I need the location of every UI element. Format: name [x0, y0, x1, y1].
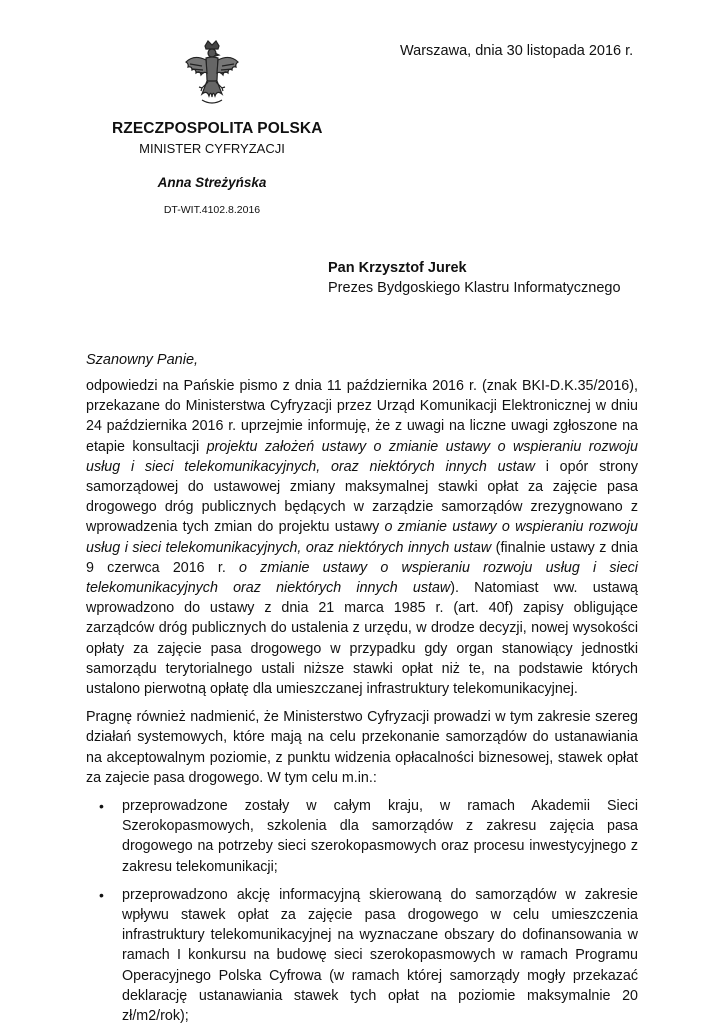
paragraph-1-italic-1: projektu założeń ustawy o zmianie ustawy o wspieraniu rozwoju usług i sieci telekomunikacyjnych, oraz niektórych innych ustaw	[86, 438, 639, 475]
bullet-icon: •	[99, 798, 104, 815]
paragraph-1-text-1: odpowiedzi na Pańskie pismo z dnia 11 października 2016 r. (znak BKI-D.K.35/2016), przekazane do Ministerstwa Cyfryzacji przez Urząd Komunikacji Elektronicznej w dniu 24 października 2016 r. uprzejmie informuję, że z uwagi na liczne uwagi zgłoszone na etapie konsultacji	[86, 378, 638, 455]
paragraph-1-text-4: ). Natomiast ww. ustawą wprowadzono do ustawy z dnia 21 marca 1985 r. (art. 40f) zapisy obligujące zarządców dróg publicznych do ustalenia z urzędu, w drodze decyzji, nowej wysokości opłaty za zajęcie pasa drogowego w przypadku gdy organ stanowiący jednostki samorządu terytorialnego ustali niższe stawki opłat niż te, na podstawie których ustalono pierwotną opłatę dla umieszczanej infrastruktury telekomunikacyjnej.	[86, 580, 638, 698]
bullet-list	[86, 796, 638, 1026]
list-item	[86, 796, 638, 877]
paragraph-1-text-2: i opór strony samorządowej do ustawowej zmiany maksymalnej stawki opłat za zajęcie pasa drogowego dróg publicznych będących w zarządzie samorządów zrezygnowano z wprowadzenia tych zmian do projektu ustawy	[86, 458, 638, 536]
bullet-icon: •	[99, 886, 104, 903]
office-name: MINISTER CYFRYZACJI	[139, 141, 285, 156]
list-item-text: przeprowadzone zostały w całym kraju, w ramach Akademii Sieci Szerokopasmowych, szkolenia dla samorządów z zakresu zajęcia pasa drogowego na potrzeby sieci szerokopasmowych oraz procesu inwestycyjnego z zakresu telekomunikacji;	[122, 798, 638, 875]
letter-date: Warszawa, dnia 30 listopada 2016 r.	[400, 43, 634, 59]
letterhead	[112, 120, 323, 156]
country-name: RZECZPOSPOLITA POLSKA	[112, 120, 323, 137]
salutation: Szanowny Panie,	[86, 352, 199, 368]
addressee-block	[328, 258, 668, 298]
letter-body	[86, 376, 638, 1034]
list-item-text: przeprowadzono akcję informacyjną skierowaną do samorządów w zakresie wpływu stawek opłat za zajęcie pasa drogowego w celu umieszczenia infrastruktury telekomunikacyjnej na wyznaczane obszary do dofinansowania w ramach I konkursu na budowę sieci szerokopasmowych w ramach Programu Operacyjnego Polska Cyfrowa (w ramach której samorządy mogły przekazać deklarację ustanawiania stawek tych opłat na poziomie maksymalnie 20 zł/m2/rok);	[122, 886, 638, 1025]
minister-name: Anna Streżyńska	[157, 175, 267, 190]
paragraph-1-italic-2: o zmianie ustawy o wspieraniu rozwoju usług i sieci telekomunikacyjnych, oraz niektórych innych ustaw	[86, 519, 638, 556]
paragraph-1-text-3: (finalnie ustawy z dnia 9 czerwca 2016 r.	[86, 539, 638, 576]
addressee-title: Prezes Bydgoskiego Klastru Informatycznego	[328, 280, 621, 296]
paragraph-1-italic-3: o zmianie ustawy o wspieraniu rozwoju usług i sieci telekomunikacyjnych oraz niektórych innych ustaw	[86, 559, 638, 597]
paragraph-1	[86, 376, 638, 699]
reference-number: DT-WIT.4102.8.2016	[163, 204, 261, 216]
polish-eagle-emblem-icon	[180, 40, 244, 110]
list-item	[86, 885, 638, 1026]
paragraph-2: Pragnę również nadmienić, że Ministerstwo Cyfryzacji prowadzi w tym zakresie szereg działań systemowych, które mają na celu przekonanie samorządów do ustanawiania na akceptowalnym poziomie, z punktu widzenia opłacalności biznesowej, stawek opłat za zajecie pasa drogowego. W tym celu m.in.:	[86, 709, 638, 786]
addressee-name: Pan Krzysztof Jurek	[328, 260, 467, 276]
